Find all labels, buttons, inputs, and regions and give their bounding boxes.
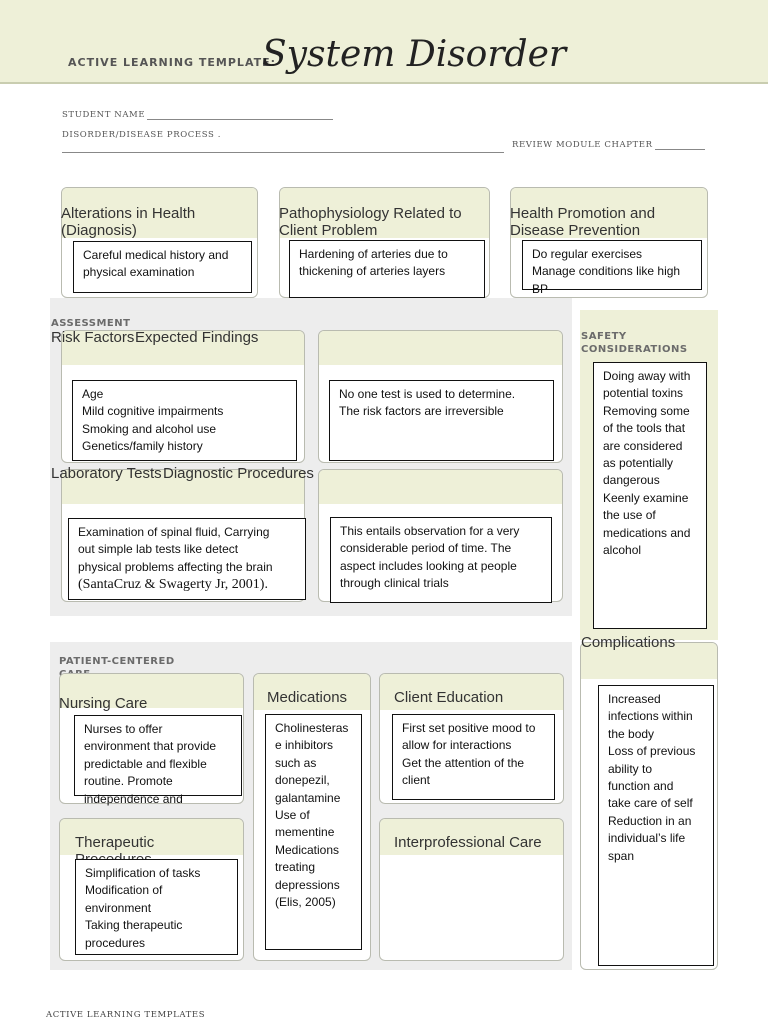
promotion-heading: Health Promotion and Disease Prevention xyxy=(510,205,656,239)
text-line: the body xyxy=(608,726,655,741)
template-label: ACTIVE LEARNING TEMPLATE: xyxy=(68,56,277,69)
therapeutic-textbox[interactable] xyxy=(75,859,238,955)
text-line: Medications xyxy=(275,842,340,857)
text-line: of the tools that xyxy=(603,421,686,436)
text-line: alcohol xyxy=(603,543,642,558)
text-line: BP xyxy=(532,281,549,296)
text-line: physical problems affecting the brain xyxy=(78,559,273,574)
text-line: Doing away with xyxy=(603,369,691,383)
text-line: allow for interactions xyxy=(402,738,512,753)
text-line: Careful medical history and xyxy=(83,248,229,262)
text-line: are considered xyxy=(603,438,683,453)
disorder-label xyxy=(62,130,221,140)
text-line: function and xyxy=(608,779,674,794)
text-line: Genetics/family history xyxy=(82,439,203,454)
nursing-care-textbox[interactable] xyxy=(74,715,242,806)
safety-label: SAFETY CONSIDERATIONS xyxy=(581,331,688,355)
diagnostic-heading: Diagnostic Procedures xyxy=(163,465,314,482)
text-line: as potentially xyxy=(603,456,674,471)
safety-textbox[interactable] xyxy=(593,362,707,629)
text-line: treating xyxy=(275,860,316,875)
text-line: the use of xyxy=(603,508,656,523)
text-line: out simple lab tests like detect xyxy=(78,542,239,557)
text-line: Nurses to offer xyxy=(84,722,163,736)
text-line: Get the attention of the xyxy=(402,755,525,770)
disorder-label-text: DISORDER/DISEASE PROCESS xyxy=(62,130,215,140)
promotion-textbox[interactable] xyxy=(522,240,702,296)
text-line: individual’s life xyxy=(608,831,686,846)
text-line: Use of xyxy=(275,808,310,823)
text-line: potential toxins xyxy=(603,386,684,401)
text-line: dangerous xyxy=(603,473,660,488)
student-name-label: STUDENT NAME xyxy=(62,110,146,120)
text-line: thickening of arteries layers xyxy=(299,264,446,279)
alterations-heading: Alterations in Health (Diagnosis) xyxy=(61,205,196,239)
text-line: This entails observation for a very xyxy=(340,524,520,538)
text-line: considerable period of time. The xyxy=(340,541,512,556)
text-line: through clinical trials xyxy=(340,576,449,591)
text-line: galantamine xyxy=(275,790,341,805)
text-line: Hardening of arteries due to xyxy=(299,247,448,261)
text-line: donepezil, xyxy=(275,773,330,788)
text-line: predictable and flexible xyxy=(84,756,207,771)
text-line: Manage conditions like high xyxy=(532,264,681,279)
text-line: physical examination xyxy=(83,265,195,280)
client-education-heading: Client Education xyxy=(394,689,504,706)
text-line: Increased xyxy=(608,692,661,706)
complications-textbox[interactable] xyxy=(598,685,714,966)
expected-findings-textbox[interactable] xyxy=(329,380,554,461)
risk-factors-textbox[interactable] xyxy=(72,380,297,461)
page-title: System Disorder xyxy=(262,34,567,75)
text-line: Mild cognitive impairments xyxy=(82,404,224,419)
text-line: Examination of spinal fluid, Carrying xyxy=(78,525,270,539)
text-line: Reduction in an xyxy=(608,813,692,828)
diagnostic-textbox[interactable] xyxy=(330,517,552,603)
student-name-field[interactable] xyxy=(147,119,333,120)
text-line: infections within xyxy=(608,709,693,724)
diagnostic-card-head xyxy=(319,470,562,504)
text-line: Age xyxy=(82,387,104,401)
patient-care-label: PATIENT-CENTERED xyxy=(59,656,175,667)
text-line: client xyxy=(402,773,431,788)
risk-factors-heading: Risk Factors xyxy=(51,329,135,346)
text-line: Simplification of tasks xyxy=(85,866,201,880)
review-module-label: REVIEW MODULE CHAPTER xyxy=(512,140,653,150)
text-line: (Elis, 2005) xyxy=(275,895,336,910)
text-line: environment that provide xyxy=(84,739,217,754)
nursing-care-heading: Nursing Care xyxy=(59,695,148,712)
text-line: aspect includes looking at people xyxy=(340,558,517,573)
disorder-value: . xyxy=(217,130,222,140)
patho-textbox[interactable] xyxy=(289,240,485,298)
text-line: such as xyxy=(275,755,317,770)
text-line: Keenly examine xyxy=(603,490,689,505)
text-line: First set positive mood to xyxy=(402,721,536,735)
text-line: Modification of xyxy=(85,883,163,898)
alterations-textbox[interactable] xyxy=(73,241,252,293)
text-line: Smoking and alcohol use xyxy=(82,421,217,436)
interprofessional-heading: Interprofessional Care xyxy=(394,834,542,851)
lab-tests-heading: Laboratory Tests xyxy=(51,465,162,482)
complications-heading: Complications xyxy=(581,634,676,651)
text-line: medications and xyxy=(603,525,691,540)
text-line: Cholinesteras xyxy=(275,721,349,735)
footer-label: ACTIVE LEARNING TEMPLATES xyxy=(46,1010,206,1020)
text-line: span xyxy=(608,848,635,863)
text-line: routine. Promote xyxy=(84,774,173,789)
text-line: mementine xyxy=(275,825,335,840)
client-education-textbox[interactable] xyxy=(392,714,555,800)
medications-heading: Medications xyxy=(267,689,348,706)
text-line: take care of self xyxy=(608,796,693,811)
patho-heading: Pathophysiology Related to Client Problem xyxy=(279,205,462,239)
text-line: ability to xyxy=(608,761,653,776)
text-line: Removing some xyxy=(603,403,690,418)
text-line: Do regular exercises xyxy=(532,247,643,261)
disorder-field[interactable] xyxy=(62,152,504,153)
expected-findings-heading: Expected Findings xyxy=(135,329,259,346)
text-line: e inhibitors xyxy=(275,738,334,753)
lab-tests-textbox[interactable] xyxy=(68,518,306,600)
text-line: No one test is used to determine. xyxy=(339,387,516,401)
text-line: procedures xyxy=(85,935,146,950)
text-line: independence and xyxy=(84,791,183,806)
assessment-label: ASSESSMENT xyxy=(51,318,131,329)
lab-tests-citation: (SantaCruz & Swagerty Jr, 2001). xyxy=(78,577,268,593)
text-line: The risk factors are irreversible xyxy=(339,404,504,419)
text-line: environment xyxy=(85,900,152,915)
text-line: depressions xyxy=(275,877,340,892)
medications-textbox[interactable] xyxy=(265,714,362,950)
text-line: Loss of previous xyxy=(608,744,696,759)
text-line: Taking therapeutic xyxy=(85,918,183,933)
review-module-field[interactable] xyxy=(655,149,705,150)
therapeutic-heading: Therapeutic xyxy=(75,834,155,851)
expected-findings-card-head xyxy=(319,331,562,365)
